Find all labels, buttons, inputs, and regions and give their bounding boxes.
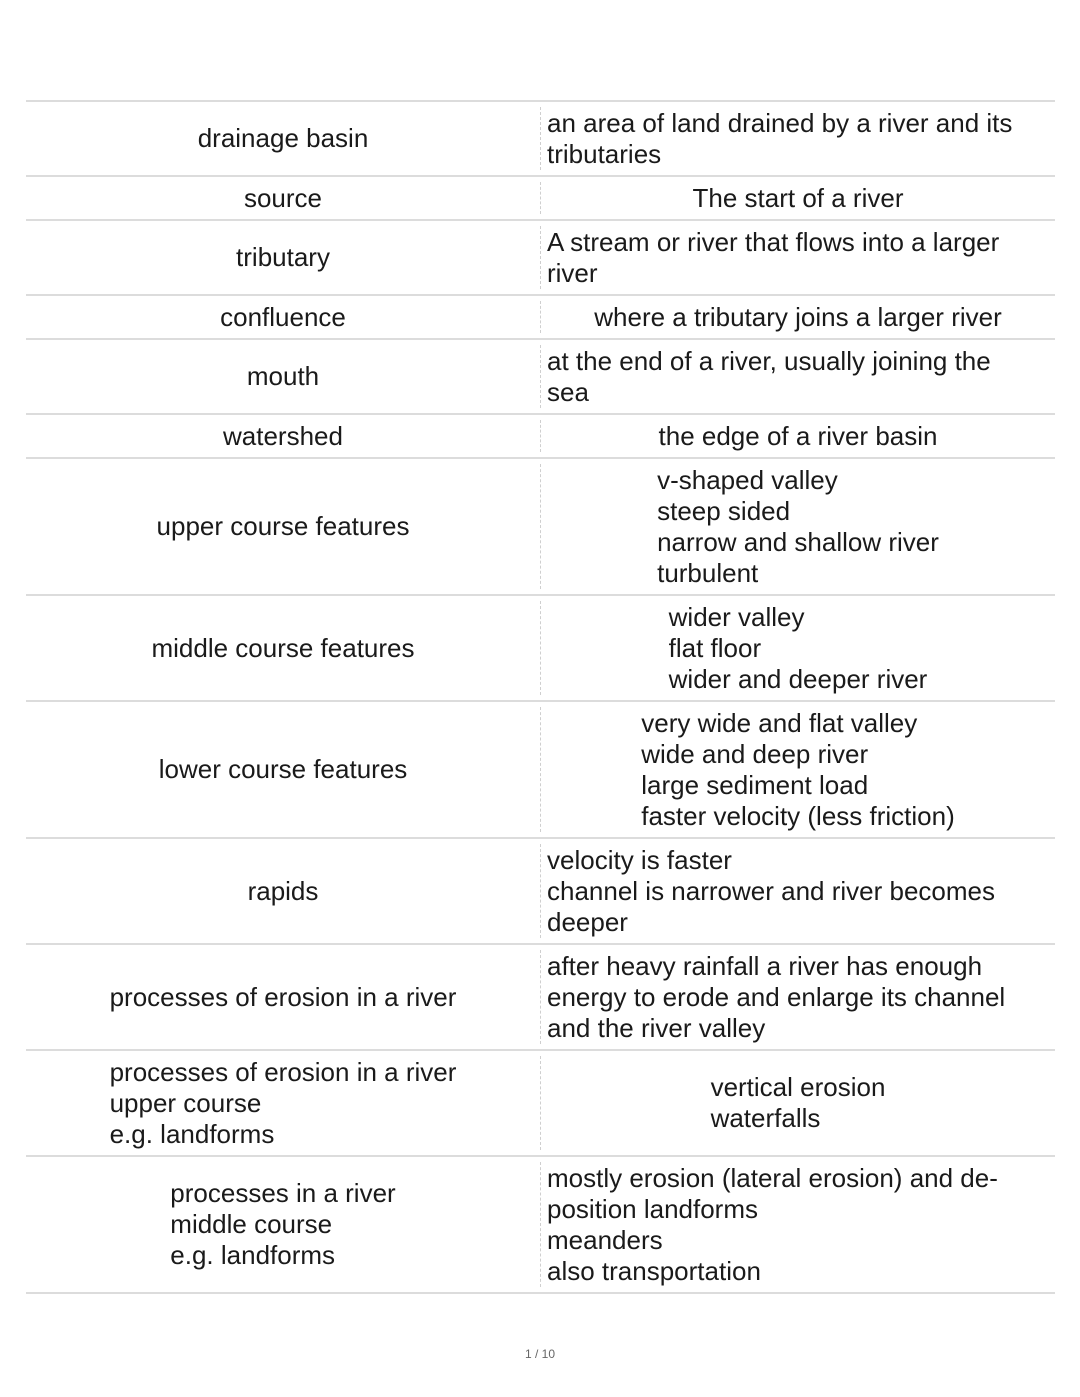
definition-cell [540,301,1055,333]
card-row [26,338,1055,413]
page-number: 1 / 10 [524,1347,556,1361]
card-row [26,837,1055,943]
card-row [26,100,1055,175]
term-cell [26,102,540,175]
definition-text: very wide and flat valley wide and deep river large sediment load faster velocity (less friction) [641,707,955,831]
term-text: drainage basin [197,123,369,153]
definition-text: vertical erosion waterfalls [710,1072,886,1133]
term-text: middle course features [151,632,415,663]
definition-text: where a tributary joins a larger river [594,301,1002,332]
card-row [26,594,1055,700]
term-text: processes of erosion in a river upper course e.g. landforms [109,1056,457,1149]
card-row [26,413,1055,457]
card-row [26,457,1055,594]
definition-text: velocity is faster channel is narrower and river becomes deeper [547,844,995,937]
term-text: confluence [220,301,346,332]
definition-text: wider valley flat floor wider and deeper river [668,601,928,694]
definition-cell [540,601,1055,695]
term-cell [26,945,540,1049]
card-row [26,294,1055,338]
term-text: processes of erosion in a river [109,981,457,1012]
term-text: source [243,182,323,213]
definition-cell [540,707,1055,832]
term-text: rapids [247,875,319,906]
term-text: upper course features [156,511,410,541]
term-cell [26,459,540,594]
definition-text: at the end of a river, usually joining the sea [547,345,991,407]
card-row [26,1049,1055,1155]
definition-cell [540,226,1055,289]
term-text: tributary [236,242,330,272]
term-cell [26,221,540,294]
definition-cell [540,345,1055,408]
flashcard-table [26,100,1055,1294]
term-cell [26,702,540,837]
definition-text: an area of land drained by a river and its tributaries [547,107,1013,169]
definition-cell [540,107,1055,170]
term-text: processes in a river middle course e.g. landforms [170,1178,396,1270]
term-cell [26,415,540,457]
definition-cell [540,464,1055,589]
definition-cell [540,844,1055,938]
card-row [26,943,1055,1049]
term-text: lower course features [158,754,408,784]
definition-text: v-shaped valley steep sided narrow and shallow river turbulent [657,464,939,588]
definition-text: The start of a river [692,182,904,213]
term-cell [26,177,540,219]
definition-cell [540,182,1055,214]
definition-cell [540,1056,1055,1150]
term-cell [26,1157,540,1292]
definition-cell [540,950,1055,1044]
term-cell [26,1051,540,1155]
card-row [26,1155,1055,1294]
term-text: watershed [223,420,343,451]
definition-text: mostly erosion (lateral erosion) and de- position landforms meanders also transportation [547,1162,998,1286]
card-row [26,175,1055,219]
definition-text: after heavy rainfall a river has enough energy to erode and enlarge its channel and the river valley [547,950,1006,1043]
definition-text: A stream or river that flows into a larger river [547,226,1000,288]
card-row [26,700,1055,837]
term-text: mouth [246,361,320,391]
term-cell [26,596,540,700]
term-cell [26,296,540,338]
definition-cell [540,1162,1055,1287]
card-row [26,219,1055,294]
term-cell [26,340,540,413]
definition-text: the edge of a river basin [658,420,938,451]
definition-cell [540,420,1055,452]
term-cell [26,839,540,943]
